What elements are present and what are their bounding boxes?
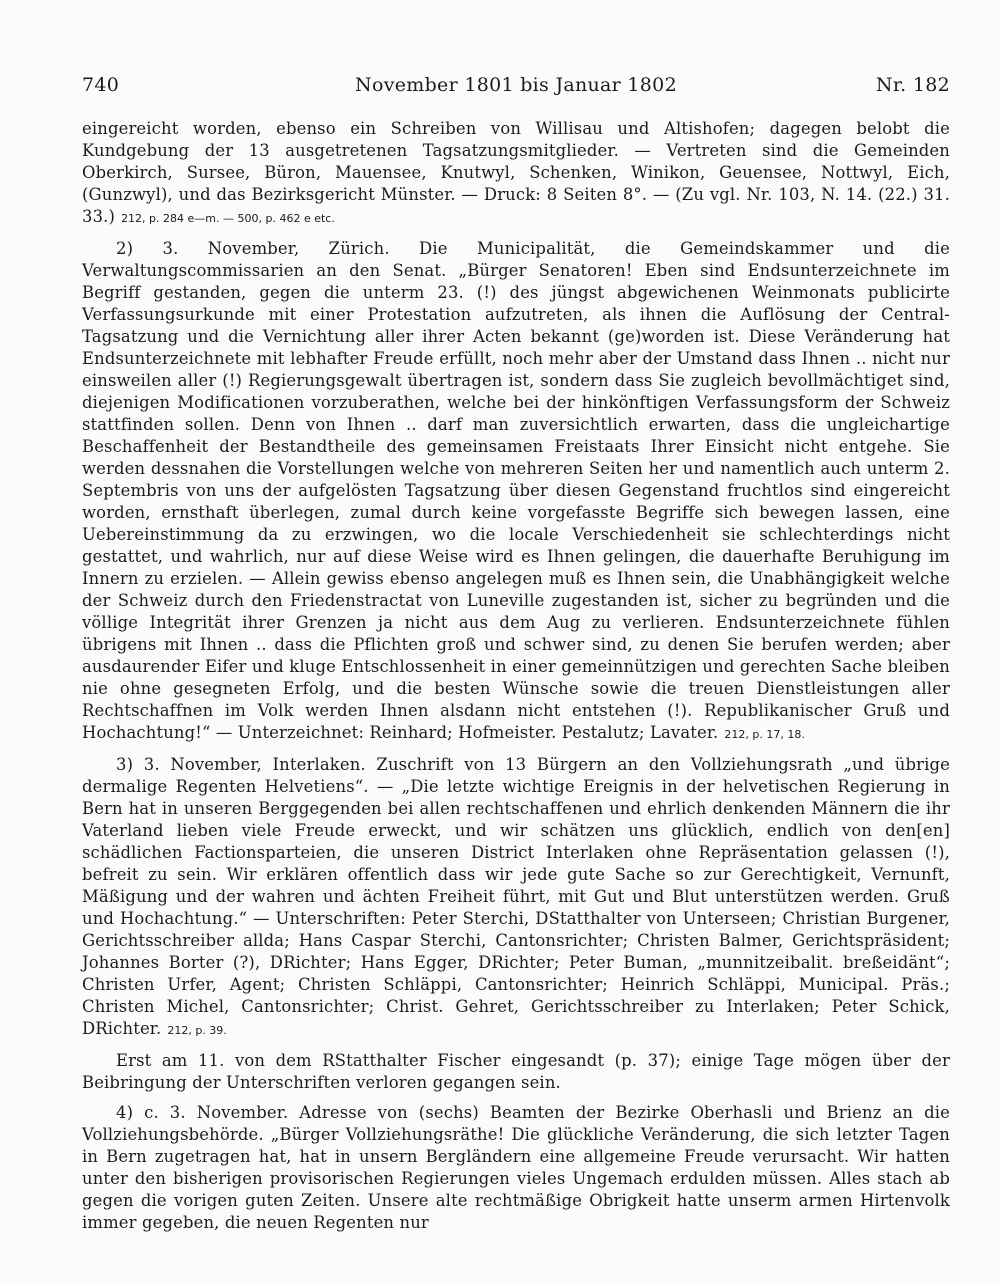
- document-number: Nr. 182: [875, 74, 950, 96]
- page-number: 740: [82, 74, 120, 96]
- archive-reference: 212, p. 284 e—m. — 500, p. 462 e etc.: [121, 212, 335, 225]
- entry-text: 4) c. 3. November. Adresse von (sechs) Beamten der Bezirke Oberhasli und Brienz an die Vollziehungsbehörde. „Bürger Vollziehungsräthe! Die glückliche Veränderung, die sich letzter Tagen in Bern zugetragen hat, hat in unsern Bergländern eine allgemeine Freude verursacht. Wir hatten unter den bisherigen provisorischen Regierungen vieles Ungemach erdulden müssen. Alles stach ab gegen die vorigen guten Zeiten. Unsere alte rechtmäßige Obrigkeit hatte unserm armen Hirtenvolk immer gegeben, die neuen Regenten nur: [82, 1103, 950, 1232]
- entry-4-oberhasli: [82, 1102, 950, 1234]
- page-body: [82, 118, 950, 1234]
- entry-text: Erst am 11. von dem RStatthalter Fischer eingesandt (p. 37); einige Tage mögen über der Beibringung der Unterschriften verloren gegangen sein.: [82, 1051, 950, 1092]
- entry-2-zurich: [82, 238, 950, 746]
- entry-continuation: [82, 118, 950, 230]
- running-title: November 1801 bis Januar 1802: [355, 74, 677, 96]
- running-head: [82, 74, 950, 104]
- entry-text: 2) 3. November, Zürich. Die Municipalität, die Gemeindskammer und die Verwaltungscommissarien an den Senat. „Bürger Senatoren! Eben sind Endsunterzeichnete im Begriff gestanden, gegen die unterm 23. (!) des jüngst abgewichenen Weinmonats publicirte Verfassungsurkunde mit einer Protestation aufzutreten, als ihnen die Auflösung der Central-Tagsatzung und die Vernichtung aller ihrer Acten bekannt (ge)worden ist. Diese Veränderung hat Endsunterzeichnete mit lebhafter Freude erfüllt, noch mehr aber der Umstand dass Ihnen .. nicht nur einsweilen aller (!) Regierungsgewalt übertragen ist, sondern dass Sie zugleich bevollmächtiget sind, diejenigen Modificationen vorzuberathen, welche bei der hinkönftigen Verfassungsform der Schweiz stattfinden sollen. Denn von Ihnen .. darf man zuversichtlich erwarten, dass die ungleichartige Beschaffenheit der Bestandtheile des gemeinsamen Freistaats Ihrer Einsicht nicht entgehe. Sie werden dessnahen die Vorstellungen welche von mehreren Seiten her und namentlich auch unterm 2. Septembris von uns der aufgelösten Tagsatzung über diesen Gegenstand fruchtlos sind eingereicht worden, ernsthaft überlegen, zumal durch keine vorgefasste Begriffe sich bewegen lassen, eine Uebereinstimmung da zu erzwingen, wo die locale Verschiedenheit sie schlechterdings nicht gestattet, und wahrlich, nur auf diese Weise wird es Ihnen gelingen, die dauerhafte Beruhigung im Innern zu erzielen. — Allein gewiss ebenso angelegen muß es Ihnen sein, die Unabhängigkeit welche der Schweiz durch den Friedenstractat von Luneville zugestanden ist, sicher zu begründen und die völlige Integrität ihrer Grenzen ja nicht aus dem Aug zu verlieren. Endsunterzeichnete fühlen übrigens mit Ihnen .. dass die Pflichten groß und schwer sind, zu denen Sie berufen werden; aber ausdaurender Eifer und kluge Entschlossenheit in einer gemeinnützigen und gerechten Sache bleiben nie ohne gesegneten Erfolg, und die besten Wünsche sowie die treuen Dienstleistungen aller Rechtschaffnen im Volk werden Ihnen alsdann nicht entstehen (!). Republikanischer Gruß und Hochachtung!“ — Unterzeichnet: Reinhard; Hofmeister. Pestalutz; Lavater.: [82, 239, 950, 742]
- archive-reference: 212, p. 39.: [167, 1024, 227, 1037]
- entry-text: 3) 3. November, Interlaken. Zuschrift von 13 Bürgern an den Vollziehungsrath „und übrige dermalige Regenten Helvetiens“. — „Die letzte wichtige Ereignis in der helvetischen Regierung in Bern hat in unseren Berggegenden bei allen rechtschaffenen und ehrlich denkenden Männern die ihr Vaterland lieben viele Freude erweckt, und wir schätzen uns glücklich, endlich von den[en] schädlichen Factionsparteien, die unseren District Interlaken ohne Repräsentation gelassen (!), befreit zu sein. Wir erklären offentlich dass wir jede gute Sache so zur Gerechtigkeit, Vernunft, Mäßigung und der wahren und ächten Freiheit führt, mit Gut und Blut unterstützen werden. Gruß und Hochachtung.“ — Unterschriften: Peter Sterchi, DStatthalter von Unterseen; Christian Burgener, Gerichtsschreiber allda; Hans Caspar Sterchi, Cantonsrichter; Christen Balmer, Gerichtspräsident; Johannes Borter (?), DRichter; Hans Egger, DRichter; Peter Buman, „munnitzeibalit. breßeidänt“; Christen Urfer, Agent; Christen Schläppi, Cantonsrichter; Heinrich Schläppi, Municipal. Präs.; Christen Michel, Cantonsrichter; Christ. Gehret, Gerichtsschreiber zu Interlaken; Peter Schick, DRichter.: [82, 755, 950, 1038]
- archive-reference: 212, p. 17, 18.: [724, 728, 805, 741]
- entry-text: eingereicht worden, ebenso ein Schreiben von Willisau und Altishofen; dagegen belobt die Kundgebung der 13 ausgetretenen Tagsatzungsmitglieder. — Vertreten sind die Gemeinden Oberkirch, Sursee, Büron, Mauensee, Knutwyl, Schenken, Winikon, Geuensee, Nottwyl, Eich, (Gunzwyl), und das Bezirksgericht Münster. — Druck: 8 Seiten 8°. — (Zu vgl. Nr. 103, N. 14. (22.) 31. 33.): [82, 119, 950, 226]
- entry-3-note: [82, 1050, 950, 1094]
- entry-3-interlaken: [82, 754, 950, 1042]
